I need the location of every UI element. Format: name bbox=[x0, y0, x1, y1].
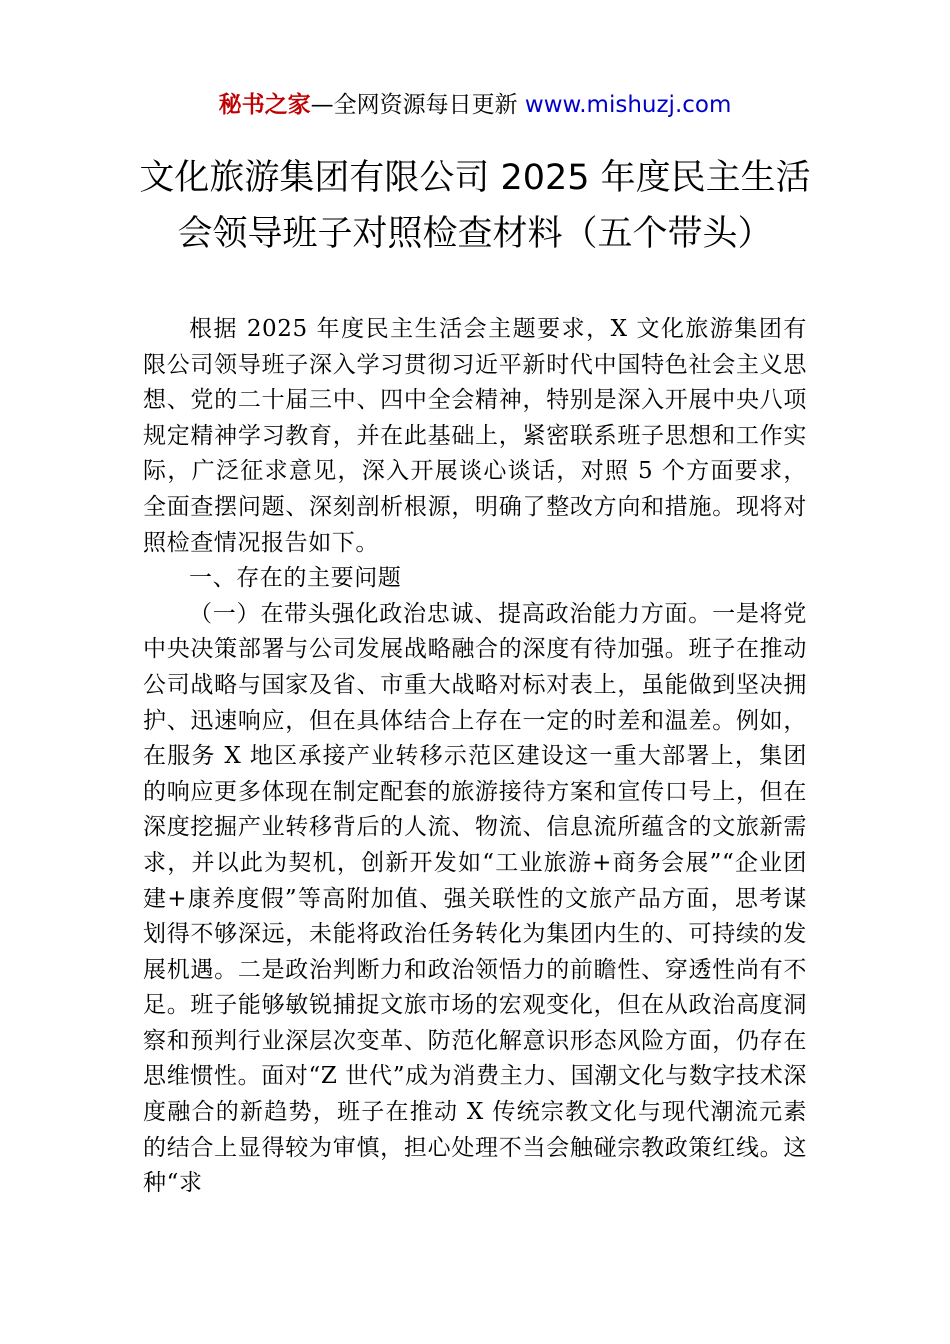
document-title-line-1: 文化旅游集团有限公司 2025 年度民主生活 bbox=[139, 158, 811, 198]
document-title bbox=[100, 150, 850, 262]
document-title-line-2: 会领导班子对照检查材料（五个带头） bbox=[177, 214, 773, 254]
document-body bbox=[143, 312, 807, 1202]
site-url-link[interactable]: www.mishuzj.com bbox=[524, 92, 732, 118]
site-brand: 秘书之家 bbox=[218, 92, 311, 118]
site-tagline: —全网资源每日更新 bbox=[310, 92, 525, 118]
site-header bbox=[0, 88, 950, 122]
section-heading: 一、存在的主要问题 bbox=[189, 565, 402, 592]
intro-paragraph: 根据 2025 年度民主生活会主题要求，X 文化旅游集团有限公司领导班子深入学习贯彻习近平新时代中国特色社会主义思想、党的二十届三中、四中全会精神，特别是深入开展中央八项规定精神学习教育，并在此基础上，紧密联系班子思想和工作实际，广泛征求意见，深入开展谈心谈话，对照 5 个方面要求，全面查摆问题、深刻剖析根源，明确了整改方向和措施。现将对照检查情况报告如下。 bbox=[143, 316, 807, 556]
body-paragraph: （一）在带头强化政治忠诚、提高政治能力方面。一是将党中央决策部署与公司发展战略融合的深度有待加强。班子在推动公司战略与国家及省、市重大战略对标对表上，虽能做到坚决拥护、迅速响应，但在具体结合上存在一定的时差和温差。例如，在服务 X 地区承接产业转移示范区建设这一重大部署上，集团的响应更多体现在制定配套的旅游接待方案和宣传口号上，但在深度挖掘产业转移背后的人流、物流、信息流所蕴含的文旅新需求，并以此为契机，创新开发如“工业旅游+商务会展”“企业团建+康养度假”等高附加值、强关联性的文旅产品方面，思考谋划得不够深远，未能将政治任务转化为集团内生的、可持续的发展机遇。二是政治判断力和政治领悟力的前瞻性、穿透性尚有不足。班子能够敏锐捕捉文旅市场的宏观变化，但在从政治高度洞察和预判行业深层次变革、防范化解意识形态风险方面，仍存在思维惯性。面对“Z 世代”成为消费主力、国潮文化与数字技术深度融合的新趋势，班子在推动 X 传统宗教文化与现代潮流元素的结合上显得较为审慎，担心处理不当会触碰宗教政策红线。这种“求 bbox=[143, 600, 807, 1197]
